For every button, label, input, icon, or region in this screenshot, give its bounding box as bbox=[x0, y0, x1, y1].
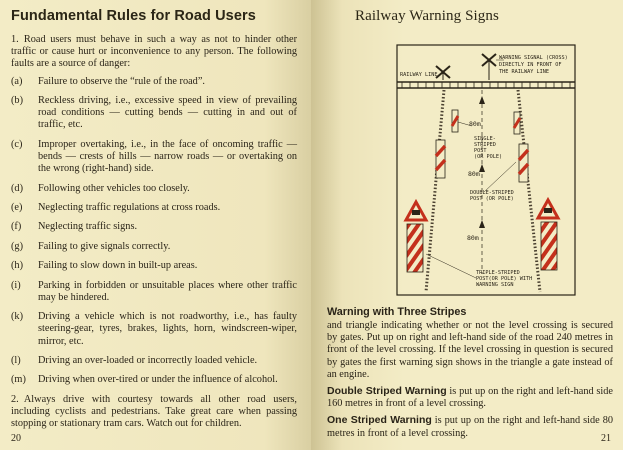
railway-crossing-diagram bbox=[396, 44, 576, 296]
rule-label: (g) bbox=[11, 240, 24, 252]
triple-post-label-3: WARNING SIGN bbox=[476, 282, 514, 288]
rule-item bbox=[11, 280, 297, 304]
rule-label: (m) bbox=[11, 374, 26, 386]
rule-intro: 1. Road users must behave in such a way as not to hinder other traffic or cause hurt or inconvenience to any person. The following faults are a source of danger: bbox=[11, 34, 297, 70]
rule-label: (f) bbox=[11, 221, 22, 233]
right-page-title: Railway Warning Signs bbox=[355, 8, 499, 24]
page-number-right: 21 bbox=[601, 433, 611, 444]
triple-post-label-1: TRIPLE-STRIPED bbox=[476, 270, 520, 276]
rule-text: Improper overtaking, i.e., in the face of oncoming traffic — bends — crests of hills — narrow roads — or overtaking on the wrong (right-hand) side. bbox=[38, 138, 297, 175]
railway-track bbox=[397, 82, 575, 88]
rule-item bbox=[11, 355, 297, 367]
rule-label: (b) bbox=[11, 95, 24, 106]
rule-item bbox=[11, 374, 297, 386]
distance-label-2: 80m bbox=[468, 170, 480, 178]
triple-post-label-2: POST(OR POLE) WITH bbox=[476, 276, 533, 282]
page-number-left: 20 bbox=[11, 433, 21, 444]
warning-signal-label-1: WARNING SIGNAL (CROSS) bbox=[499, 55, 568, 61]
rule-text: Driving when over-tired or under the influence of alcohol. bbox=[38, 374, 278, 386]
single-post-label-3: POST bbox=[474, 148, 487, 154]
distance-label-1: 80m bbox=[469, 120, 481, 128]
one-stripe-term: One Striped Warning bbox=[327, 414, 432, 427]
three-stripes-heading: Warning with Three Stripes bbox=[327, 306, 467, 318]
double-post-label-2: POST (OR POLE) bbox=[470, 196, 514, 202]
rule-text: Driving a vehicle which is not roadworthy, i.e., has faulty steering-gear, tyres, brakes, lights, horn, windscreen-wiper, mirror, etc. bbox=[38, 311, 297, 347]
rule-item bbox=[11, 260, 297, 272]
rule-item bbox=[11, 311, 297, 348]
single-post-label-1: SINGLE- bbox=[474, 136, 496, 142]
left-page bbox=[0, 0, 311, 450]
double-post-label-1: DOUBLE-STRIPED bbox=[470, 190, 514, 196]
rule-label: (k) bbox=[11, 311, 24, 323]
st-andrews-cross-icon bbox=[436, 54, 496, 80]
rule-label: (c) bbox=[11, 138, 23, 150]
rule-label: (a) bbox=[11, 75, 23, 87]
rule-text: Following other vehicles too closely. bbox=[38, 182, 190, 194]
rule-outro: 2. Always drive with courtesy towards all other road users, including cyclists and pedestrians. Take great care when passing stopping or stationary tram cars. Watch out for children. bbox=[11, 393, 297, 430]
double-stripe-term: Double Striped Warning bbox=[327, 385, 447, 398]
rule-item bbox=[11, 139, 297, 176]
rule-label: (e) bbox=[11, 201, 23, 213]
warning-signal-label-2: DIRECTLY IN FRONT OF bbox=[499, 62, 562, 68]
single-post-label-4: (OR POLE) bbox=[474, 154, 503, 160]
rule-text: Failure to observe the “rule of the road”. bbox=[38, 75, 205, 87]
right-page-text bbox=[327, 306, 613, 444]
rule-item bbox=[11, 221, 297, 233]
three-stripes-text: and triangle indicating whether or not the level crossing is secured by gates. Put up on right and left-hand side of the road 240 metres in front of the level crossing. If the level crossing in question is secured by gates the first warning sign shows in the triangle a gate instead of an engine. bbox=[327, 320, 613, 380]
single-striped-posts bbox=[452, 110, 520, 134]
rule-item bbox=[11, 76, 297, 88]
rule-item bbox=[11, 202, 297, 214]
rule-item bbox=[11, 241, 297, 253]
rules-list bbox=[11, 76, 297, 387]
rule-label: (h) bbox=[11, 260, 24, 272]
rule-text: Driving an over-loaded or incorrectly loaded vehicle. bbox=[38, 354, 258, 366]
warning-signal-label-3: THE RAILWAY LINE bbox=[499, 69, 549, 75]
one-stripe-paragraph bbox=[327, 414, 613, 439]
double-stripe-text: is put up on the right and left-hand side 160 metres in front of a level crossing. bbox=[327, 386, 613, 410]
rule-label: (i) bbox=[11, 279, 21, 291]
railway-line-label: RAILWAY LINE bbox=[400, 72, 438, 78]
rule-label: (l) bbox=[11, 354, 21, 366]
one-stripe-text: is put up on the right and left-hand side 80 metres in front of a level crossing. bbox=[327, 415, 613, 439]
rule-text: Reckless driving, i.e., excessive speed in view of prevailing road conditions — cutting bends — cutting in and out of traffic, etc. bbox=[38, 95, 297, 131]
rule-item bbox=[11, 183, 297, 195]
double-stripe-paragraph bbox=[327, 385, 613, 410]
left-page-title: Fundamental Rules for Road Users bbox=[11, 8, 256, 24]
distance-label-3: 80m bbox=[467, 234, 479, 242]
rule-text: Failing to give signals correctly. bbox=[38, 240, 171, 252]
rule-label: (d) bbox=[11, 182, 24, 194]
rule-text: Failing to slow down in built-up areas. bbox=[38, 260, 198, 272]
rule-text: Neglecting traffic regulations at cross roads. bbox=[38, 201, 221, 213]
rule-text: Parking in forbidden or unsuitable places where other traffic may be hindered. bbox=[38, 279, 297, 303]
single-post-label-2: STRIPED bbox=[474, 142, 496, 148]
rule-text: Neglecting traffic signs. bbox=[38, 221, 138, 233]
rule-item bbox=[11, 95, 297, 132]
